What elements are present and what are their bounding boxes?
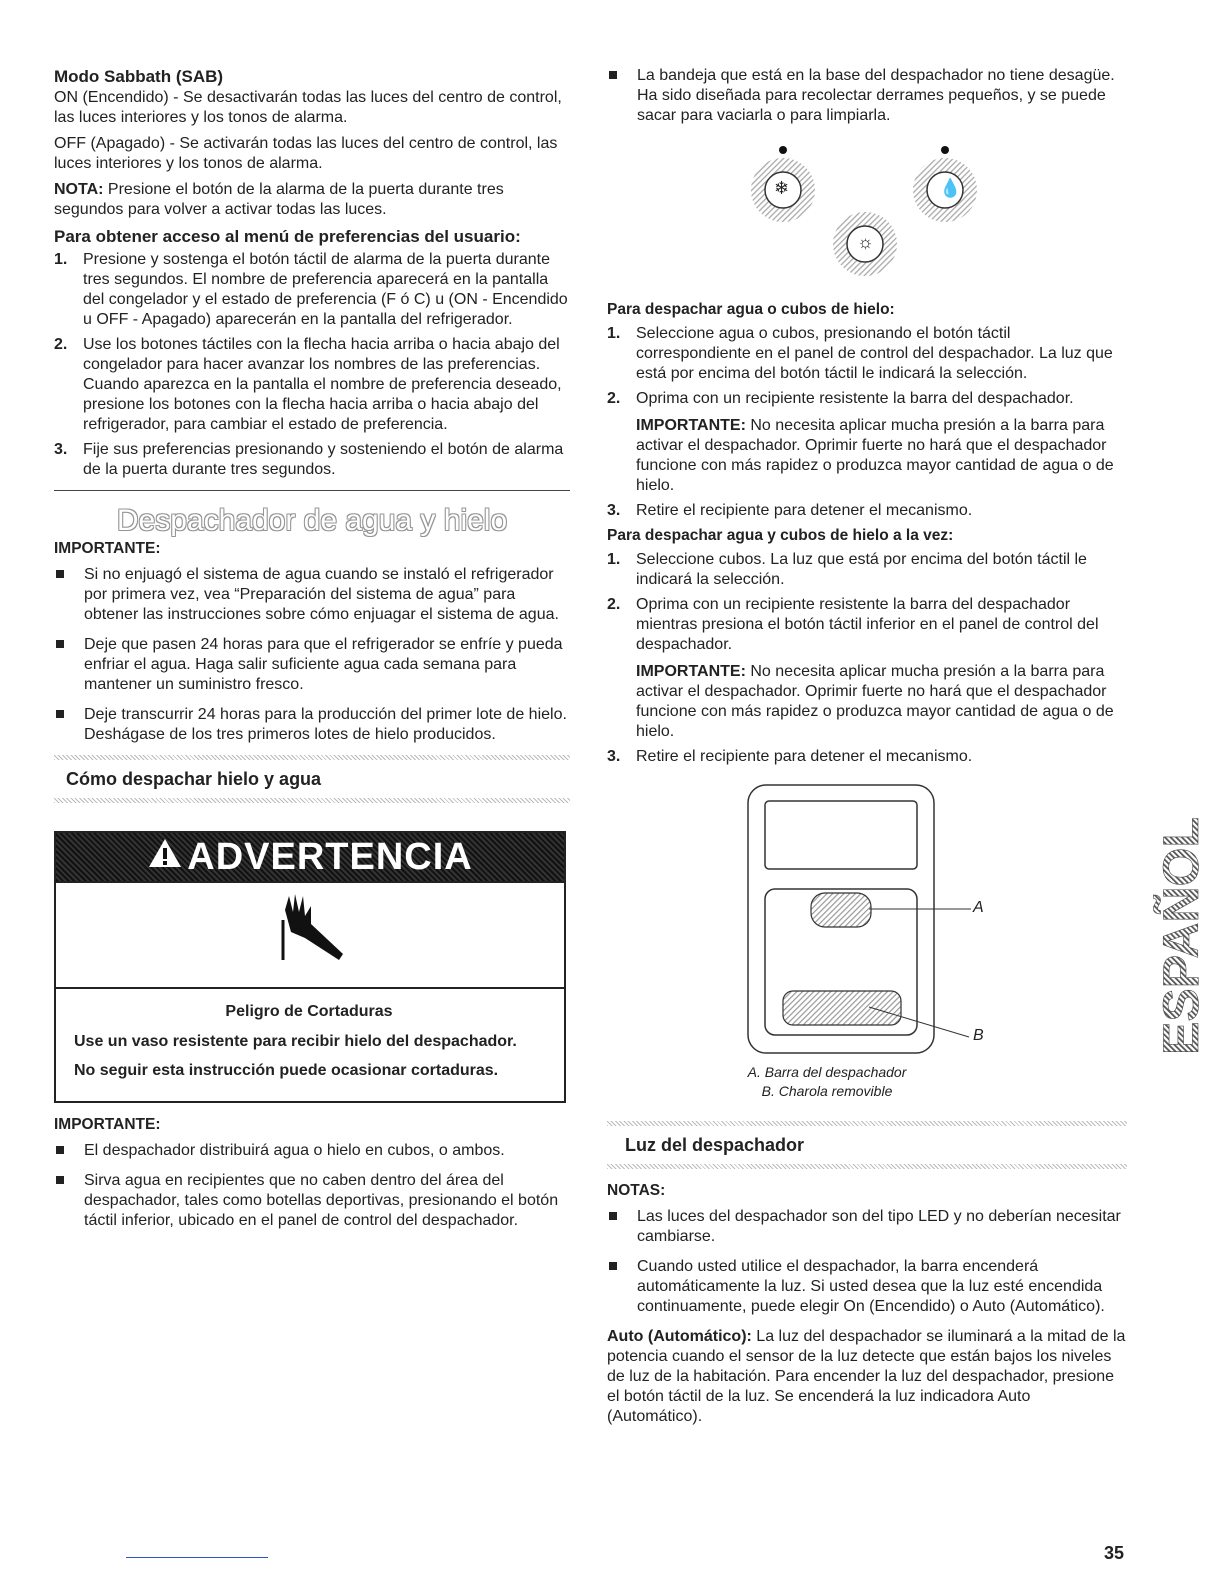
- caption-b: B. Charola removible: [761, 1083, 893, 1099]
- left-column: [54, 66, 570, 1241]
- how-to-title: Cómo despachar hielo y agua: [66, 769, 322, 789]
- dispenser-diagram: [607, 779, 1127, 1059]
- warning-box: [54, 831, 566, 1103]
- important-label: IMPORTANTE:: [54, 540, 161, 557]
- sabbath-off-text: OFF (Apagado) - Se activarán todas las luces del centro de control, las luces interiores y los tonos de alarma.: [54, 135, 558, 172]
- page-number: 35: [1103, 1543, 1124, 1563]
- prefs-title: Para obtener acceso al menú de preferencias del usuario:: [54, 227, 521, 246]
- language-label: ESPAÑOL: [1153, 818, 1209, 1054]
- language-tab: [1150, 818, 1214, 1054]
- dispenser-bullets: [54, 565, 570, 745]
- list-item: 3. Retire el recipiente para detener el mecanismo.: [607, 502, 973, 519]
- list-item: La bandeja que está en la base del despachador no tiene desagüe. Ha sido diseñada para recolectar derrames pequeños, y se puede sacar para vaciarla o para limpiarla.: [607, 66, 1127, 126]
- footer-line: [126, 1557, 268, 1558]
- label-a: A: [973, 899, 984, 916]
- list-item: 2. Use los botones táctiles con la flecha hacia arriba o hacia abajo del congelador para hacer avanzar los nombres de las preferencias. Cuando aparezca en la pantalla el nombre de preferencia deseado, presione los botones con la flecha hacia arriba o hacia abajo del refrigerador, para cambiar el estado de preferencia.: [54, 336, 562, 433]
- important-label: IMPORTANTE:: [636, 417, 746, 434]
- dispense-water-steps: [607, 324, 1127, 521]
- prefs-steps: [54, 250, 570, 480]
- section-title-dispenser: Despachador de agua y hielo: [116, 504, 508, 537]
- light-bullets: [607, 1207, 1127, 1317]
- list-item: Deje transcurrir 24 horas para la producción del primer lote de hielo. Deshágase de los tres primeros lotes de hielo producidos.: [54, 705, 570, 745]
- caption-a: A. Barra del despachador: [747, 1064, 907, 1080]
- warning-header: ADVERTENCIA: [56, 833, 564, 881]
- right-column: [607, 66, 1127, 1427]
- list-item: Las luces del despachador son del tipo LED y no deberían necesitar cambiarse.: [607, 1207, 1127, 1247]
- list-item: 1. Seleccione cubos. La luz que está por encima del botón táctil le indicará la selección.: [607, 551, 1087, 588]
- list-item: El despachador distribuirá agua o hielo en cubos, o ambos.: [54, 1141, 570, 1161]
- figure-caption: [527, 1063, 1127, 1101]
- light-heading: [607, 1121, 1127, 1169]
- important-label: IMPORTANTE:: [636, 663, 746, 680]
- list-item: 2. Oprima con un recipiente resistente la barra del despachador mientras presiona el botón táctil inferior en el panel de control del despachador. IMPORTANTE: No necesita aplicar mucha presión a la barra para activar el despachador. Oprimir fuerte no hará que el despachador funcione con más rapidez o produzca mayor cantidad de agua o de hielo.: [607, 596, 1114, 740]
- list-item: Sirva agua en recipientes que no caben dentro del área del despachador, tales como botellas deportivas, presionando el botón táctil inferior, ubicado en el panel de control del despachador.: [54, 1171, 570, 1231]
- sabbath-note: [54, 180, 534, 220]
- warning-line1: Use un vaso resistente para recibir hielo del despachador.: [74, 1033, 517, 1050]
- auto-label: Auto (Automático):: [607, 1328, 752, 1345]
- important2-bullets: [54, 1141, 570, 1231]
- hazard-title: Peligro de Cortaduras: [225, 1003, 393, 1020]
- list-item: 3. Fije sus preferencias presionando y sosteniendo el botón de alarma de la puerta durante tres segundos.: [54, 441, 564, 478]
- ice-cube-icon: ❄: [774, 178, 790, 198]
- list-item: Si no enjuagó el sistema de agua cuando se instaló el refrigerador por primera vez, vea “Preparación del sistema de agua” para obtener las instrucciones sobre cómo enjuagar el sistema de agua.: [54, 565, 570, 625]
- light-icon: ☼: [857, 232, 874, 252]
- sabbath-title: Modo Sabbath (SAB): [54, 67, 224, 86]
- cut-hazard-icon: [56, 881, 564, 989]
- list-item: Deje que pasen 24 horas para que el refrigerador se enfríe y pueda enfriar el agua. Haga salir suficiente agua cada semana para mantener un suministro fresco.: [54, 635, 570, 695]
- list-item: Cuando usted utilice el despachador, la barra encenderá automáticamente la luz. Si usted desea que la luz esté encendida continuamente, puede elegir On (Encendido) o Auto (Automático).: [607, 1257, 1127, 1317]
- label-b: B: [973, 1027, 984, 1044]
- list-item: 1. Presione y sostenga el botón táctil de alarma de la puerta durante tres segundos. El nombre de preferencia aparecerá en la pantalla del congelador y el estado de preferencia (F ó C) u (ON - Encendido u OFF - Apagado) aparecerán en la pantalla del refrigerador.: [54, 251, 568, 328]
- divider: [54, 490, 570, 491]
- note-text: Presione el botón de la alarma de la puerta durante tres segundos para volver a activar todas las luces.: [54, 181, 504, 218]
- tray-bullet: [607, 66, 1127, 126]
- list-item: 2. Oprima con un recipiente resistente la barra del despachador. IMPORTANTE: No necesita aplicar mucha presión a la barra para activar el despachador. Oprimir fuerte no hará que el despachador funcione con más rapidez o produzca mayor cantidad de agua o de hielo.: [607, 390, 1114, 494]
- dispense-water-title: Para despachar agua o cubos de hielo:: [607, 301, 895, 318]
- water-drop-icon: 💧: [939, 178, 962, 198]
- control-buttons-figure: [607, 136, 1127, 286]
- how-to-heading: [54, 755, 570, 803]
- light-title: Luz del despachador: [625, 1135, 805, 1155]
- notes-label: NOTAS:: [607, 1182, 666, 1199]
- dispense-both-title: Para despachar agua y cubos de hielo a la vez:: [607, 527, 954, 544]
- auto-paragraph: Auto (Automático): La luz del despachador se iluminará a la mitad de la potencia cuando el sensor de la luz detecte que están bajos los niveles de luz de la habitación. Para encender la luz del despachador, presione el botón táctil de la luz. Se encenderá la luz indicadora Auto (Automático).: [607, 1328, 1126, 1425]
- note-label: NOTA:: [54, 181, 104, 198]
- important-label-2: IMPORTANTE:: [54, 1116, 161, 1133]
- list-item: 1. Seleccione agua o cubos, presionando el botón táctil correspondiente en el panel de control del despachador. La luz que está por encima del botón táctil le indicará la selección.: [607, 325, 1113, 382]
- list-item: 3. Retire el recipiente para detener el mecanismo.: [607, 748, 973, 765]
- sabbath-on-text: ON (Encendido) - Se desactivarán todas las luces del centro de control, las luces interiores y los tonos de alarma.: [54, 89, 562, 126]
- warning-line2: No seguir esta instrucción puede ocasionar cortaduras.: [74, 1062, 499, 1079]
- dispense-both-steps: [607, 550, 1127, 767]
- warning-triangle-icon: [147, 836, 183, 879]
